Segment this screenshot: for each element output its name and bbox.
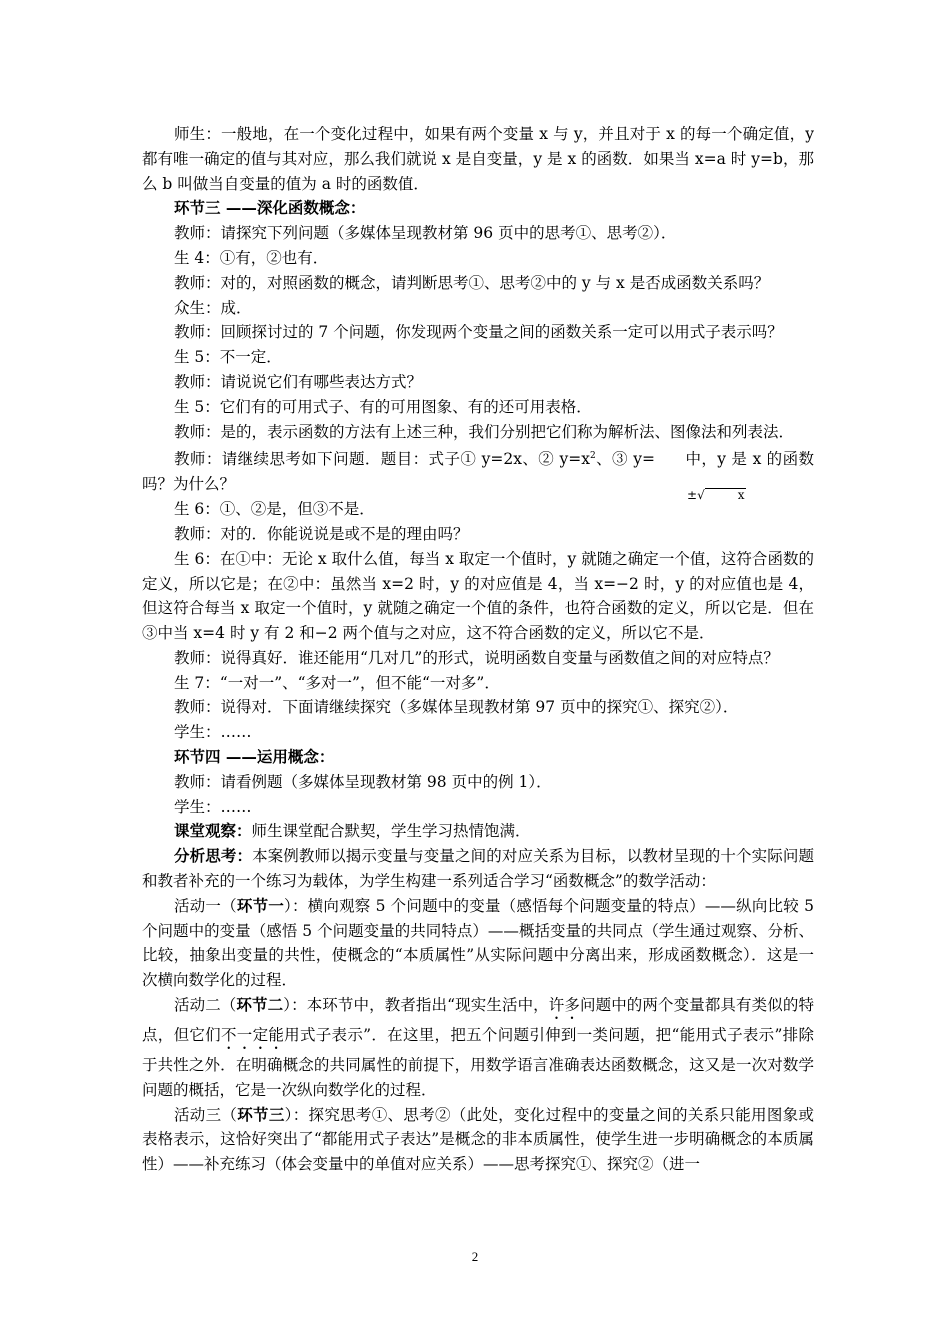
section-heading: 环节四 ——运用概念： [174,748,335,767]
paragraph [142,1103,814,1177]
text-run: 用式子表示”．在这里，把五个问题引伸到一类问题，把“能用式子表示”排除于共性之外．在明确概念的共同属性的前提下，用数学语言准确表达函数概念，这又是一次对数学问题的概括，它是一次纵向数学化的过程． [142,1026,814,1099]
text-run: ）：探究思考①、思考②（此处，变化过程中的变量之间的关系只能用图象或表格表示，这恰好突出了“都能用式子表达”是概念的非本质属性，使学生进一步明确概念的本质属性）——补充练习（体会变量中的单值对应关系）——思考探究①、探究②（进一 [142,1105,814,1174]
text-run: 教师：请继续思考如下问题．题目：式子① y=2x、② y=x [174,450,590,469]
bold-label: 环节三 [237,1105,285,1124]
bold-label: 分析思考： [174,847,253,866]
paragraph: 生 6：在①中：无论 x 取什么值，每当 x 取定一个值时，y 就随之确定一个值，这符合函数的定义，所以它是；在②中：虽然当 x=2 时，y 的对应值是 4，当 x=−2 时，y 的对应值也是 4，但这符合每当 x 取定一个值时，y 就随之确定一个值的条件，也符合函数的定义，所以它是．但在③中当 x=4 时 y 有 2 和−2 两个值与之对应，这不符合函数的定义，所以它不是． [142,549,814,643]
emphasis-text: 许多 [548,996,580,1015]
plus-minus-sign: ± [687,487,698,502]
superscript: 2 [590,451,596,462]
section-heading: 环节三 ——深化函数概念： [174,199,366,218]
text-run: 问题中的两个变量都具有类似的特点，但它们 [142,996,814,1045]
bold-label: 环节一 [236,896,284,915]
paragraph-with-formula: 教师：请继续思考如下问题．题目：式子① y=2x、② $y=x^2$、③ y= ±√ x 中，y 是 x 的函数吗？为什么？ [142,450,815,502]
paragraph [142,819,814,844]
text-run: 中，y 是 x 的函数吗？为什么？ [142,450,815,494]
emphasis-text: 不一定能 [220,1026,285,1045]
bold-label: 课堂观察： [174,822,252,841]
text-run: ）：本环节中，教者指出“现实生活中， [283,996,549,1015]
paragraph [142,993,814,1103]
text-run: 活动二（ [174,996,237,1015]
paragraph: 学生：…… [174,797,252,816]
paragraph: 生 5：不一定． [174,348,282,367]
paragraph: 众生：成． [174,298,252,317]
paragraph: 教师：对的．你能说说是或不是的理由吗？ [174,524,469,543]
document-body [142,122,814,1177]
paragraph [142,844,814,894]
paragraph: 教师：请看例题（多媒体呈现教材第 98 页中的例 1）． [174,772,552,791]
paragraph: 教师：说得对．下面请继续探究（多媒体呈现教材第 97 页中的探究①、探究②）． [174,698,739,717]
paragraph: 教师：说得真好．谁还能用“几对几”的形式，说明函数自变量与函数值之间的对应特点？ [174,648,779,667]
paragraph: 师生：一般地，在一个变化过程中，如果有两个变量 x 与 y，并且对于 x 的每一个确定值，y 都有唯一确定的值与其对应，那么我们就说 x 是自变量，y 是 x 的函数．如果当 x=a 时 y=b，那么 b 叫做当自变量的值为 a 时的函数值． [142,125,814,193]
paragraph [142,894,814,993]
text-run: 、③ y= [595,450,656,469]
bold-label: 环节二 [236,996,284,1015]
paragraph: 生 5：它们有的可用式子、有的可用图象、有的还可用表格． [174,397,592,416]
radicand: x [705,488,746,502]
paragraph: 生 6：①、②是，但③不是． [174,500,375,519]
text-run: 师生课堂配合默契，学生学习热情饱满． [251,822,531,841]
text-run: ）：横向观察 5 个问题中的变量（感悟每个问题变量的特点）——纵向比较 5 个问题中的变量（感悟 5 个问题变量的共同特点）——概括变量的共同点（学生通过观察、分析、比较，抽象出变量的共性，使概念的“本质属性”从实际问题中分离出来，形成函数概念）．这是一次横向数学化的过程． [142,896,814,990]
text-run: 本案例教师以揭示变量与变量之间的对应关系为目标，以教材呈现的十个实际问题和教者补充的一个练习为载体，为学生构建一系列适合学习“函数概念”的数学活动： [142,847,814,891]
text-run: 活动一（ [174,896,237,915]
paragraph: 学生：…… [174,723,252,742]
paragraph: 教师：是的，表示函数的方法有上述三种，我们分别把它们称为解析法、图像法和列表法． [174,422,795,441]
paragraph: 教师：回顾探讨过的 7 个问题，你发现两个变量之间的函数关系一定可以用式子表示吗？ [174,323,783,342]
paragraph: 教师：请探究下列问题（多媒体呈现教材第 96 页中的思考①、思考②）． [174,224,677,243]
text-run: 活动三（ [174,1105,238,1124]
paragraph: 教师：对的，对照函数的概念，请判断思考①、思考②中的 y 与 x 是否成函数关系吗？ [174,273,770,292]
page-number: 2 [471,1249,479,1264]
paragraph: 生 7：“一对一”、“多对一”，但不能“一对多”． [174,673,500,692]
paragraph: 生 4：①有，②也有． [174,248,329,267]
paragraph: 教师：请说说它们有哪些表达方式？ [174,372,423,391]
